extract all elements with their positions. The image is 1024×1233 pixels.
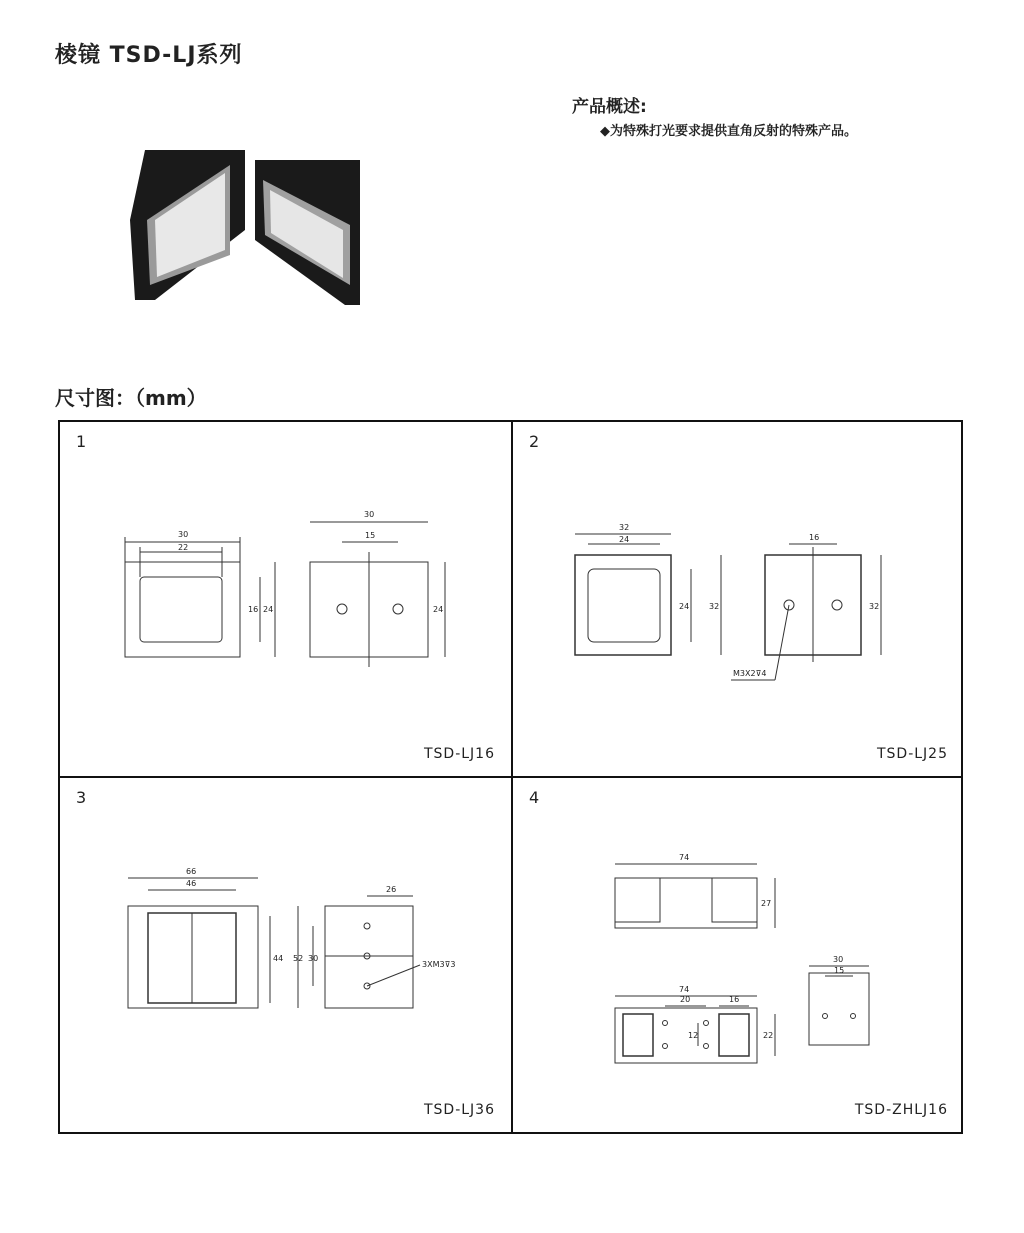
dim-label: 26 <box>386 885 397 894</box>
dim-label: 16 <box>729 995 740 1004</box>
drawing-cell-1 <box>60 422 511 776</box>
dim-label: 12 <box>688 1031 699 1040</box>
model-label: TSD-ZHLJ16 <box>854 1102 948 1118</box>
dim-label: 46 <box>186 879 197 888</box>
dim-label: 66 <box>186 867 197 876</box>
dim-label: 24 <box>679 602 690 611</box>
drawing-cell-4 <box>513 778 964 1132</box>
dim-label: 74 <box>679 853 690 862</box>
thread-note: M3X2⊽4 <box>733 669 767 678</box>
dim-label: 16 <box>809 533 820 542</box>
overview-text: ◆为特殊打光要求提供直角反射的特殊产品。 <box>600 124 857 139</box>
cell-number: 2 <box>529 432 540 451</box>
model-label: TSD-LJ36 <box>423 1102 495 1118</box>
dim-label: 30 <box>308 954 319 963</box>
dim-label: 30 <box>833 955 844 964</box>
dim-label: 32 <box>709 602 720 611</box>
dim-label: 30 <box>364 510 375 519</box>
drawing-cell-3 <box>60 778 511 1132</box>
dim-label: 32 <box>619 523 630 532</box>
dim-label: 32 <box>869 602 880 611</box>
technical-drawing-lj16 <box>60 422 511 776</box>
prism-product-photo <box>125 145 375 310</box>
dim-label: 24 <box>263 605 274 614</box>
thread-note: 3XM3⊽3 <box>422 960 456 969</box>
page-title: 棱镜 TSD-LJ系列 <box>55 43 243 68</box>
dim-label: 15 <box>365 531 376 540</box>
dim-label: 74 <box>679 985 690 994</box>
dim-label: 16 <box>248 605 259 614</box>
dim-label: 30 <box>178 530 189 539</box>
dim-label: 22 <box>178 543 189 552</box>
cell-number: 3 <box>76 788 87 807</box>
dim-label: 24 <box>433 605 444 614</box>
dimension-heading: 尺寸图：（mm） <box>55 386 207 410</box>
technical-drawing-zhlj16 <box>513 778 964 1132</box>
model-label: TSD-LJ25 <box>876 746 948 762</box>
dim-label: 44 <box>273 954 284 963</box>
technical-drawing-lj25 <box>513 422 964 776</box>
dimension-grid <box>58 420 963 1134</box>
dim-label: 20 <box>680 995 691 1004</box>
overview-heading: 产品概述: <box>572 97 647 117</box>
cell-number: 4 <box>529 788 540 807</box>
model-label: TSD-LJ16 <box>423 746 495 762</box>
cell-number: 1 <box>76 432 87 451</box>
dim-label: 15 <box>834 966 845 975</box>
dim-label: 52 <box>293 954 304 963</box>
dim-label: 27 <box>761 899 772 908</box>
technical-drawing-lj36 <box>60 778 511 1132</box>
drawing-cell-2 <box>513 422 964 776</box>
dim-label: 22 <box>763 1031 774 1040</box>
dim-label: 24 <box>619 535 630 544</box>
